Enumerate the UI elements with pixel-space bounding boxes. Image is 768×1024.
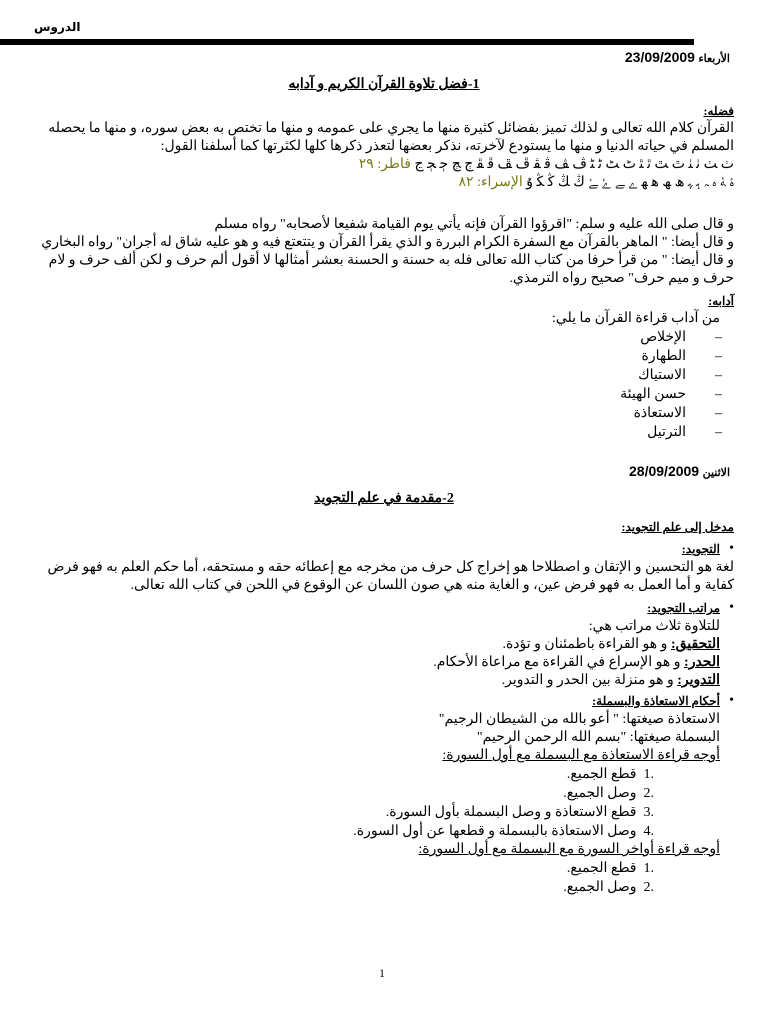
hadith-3: و قال أيضا: " من قرأ حرفا من كتاب الله تعالى فله به حسنة و الحسنة بعشر أمثالها لا أقول ألم حرف و لكن ألف حرف و لام حرف و ميم حرف" صحيح رواه الترمذي. <box>48 253 734 286</box>
adab-item: – الاستعاذة <box>633 406 722 421</box>
tahqiq-text: و هو القراءة باطمئنان و تؤدة. <box>502 637 668 652</box>
document-body <box>34 44 734 897</box>
bullet-marker: • <box>729 541 734 556</box>
hadith-1: و قال صلى الله عليه و سلم: "اقرؤوا القرآن فإنه يأتي يوم القيامة شفيعا لأصحابه" رواه مسلم <box>214 217 734 232</box>
adab-item: – الإخلاص <box>640 330 722 345</box>
adab-item: – الطهارة <box>641 349 722 364</box>
page-number: 1 <box>379 966 385 980</box>
quran-verse-1-text: ﭞ ﭟ ﭠ ﭡ ﭢ ﭣ ﭤ ﭥ ﭦ ﭧ ﭨ ﭩ ﭪ ﭫ ﭬ ﭭ ﭮ ﭯ ﭰ ﭱ ﭲ ﭳ ﭴ ﭵ ﭶ <box>414 157 734 172</box>
lesson1-day: الأربعاء <box>698 53 730 65</box>
tahqiq-label: التحقيق: <box>670 637 720 652</box>
lesson1-date-line <box>34 48 734 68</box>
ahkam-heading-line <box>34 692 734 711</box>
ahkam-heading: أحكام الاستعاذة والبسملة: <box>592 694 720 708</box>
tajweed-heading-line <box>34 540 734 559</box>
maratib-tadweer <box>34 672 734 690</box>
wujuh1-item: 2. وصل الجميع. <box>563 786 654 801</box>
adab-item: – الترتيل <box>647 425 722 440</box>
maratib-heading-line <box>34 599 734 618</box>
adab-item: – الاستياك <box>638 368 722 383</box>
wujuh1-item: 4. وصل الاستعاذة بالبسملة و قطعها عن أول السورة. <box>353 824 654 839</box>
quran-verse-1 <box>34 156 734 174</box>
wujuh2-item: 2. وصل الجميع. <box>563 880 654 895</box>
adab-list <box>34 328 734 442</box>
quran-verse-2-text: ﮤ ﮥ ﮦ ﮧ ﮨ ﮩ ﮪ ﮫ ﮬ ﮭ ﮮ ﮯ ﮰ ﮱ ﯓ ﯔ ﯕ ﯖ ﯗ <box>526 175 734 190</box>
adab-intro: من آداب قراءة القرآن ما يلي: <box>551 311 720 326</box>
istiadha-formula: الاستعاذة صيغتها: " أعو بالله من الشيطان الرجيم" <box>438 712 720 727</box>
adab-item: – حسن الهيئة <box>620 387 722 402</box>
dash-marker: – <box>715 330 722 345</box>
maratib-intro: للتلاوة ثلاث مراتب هي: <box>588 619 720 634</box>
lesson2-title: 2-مقدمة في علم التجويد <box>314 491 454 506</box>
lesson2-day: الاثنين <box>702 467 730 479</box>
quran-verse-2-ref: الإسراء: ٨٢ <box>458 175 523 190</box>
fadl-heading: فضله: <box>703 104 734 118</box>
lesson2-date: 28/09/2009 <box>629 463 700 479</box>
dash-marker: – <box>715 349 722 364</box>
hadr-label: الحدر: <box>684 655 720 670</box>
header-title: الدروس <box>34 20 81 34</box>
maratib-heading: مراتب التجويد: <box>647 601 720 615</box>
quran-verse-2 <box>34 174 734 192</box>
dash-marker: – <box>715 406 722 421</box>
tajweed-definition: لغة هو التحسين و الإتقان و اصطلاحا هو إخراج كل حرف من مخرجه مع إعطائه حقه و مستحقه، أما حكم العلم به فهو فرض كفاية و أما العمل به فهو فرض عين، و الغاية منه هي صون اللسان عن الوقوع في اللحن في كتاب الله تعالى. <box>47 560 734 593</box>
dash-marker: – <box>715 425 722 440</box>
hadr-text: و هو الإسراع في القراءة مع مراعاة الأحكام. <box>433 655 681 670</box>
fadl-paragraph: القرآن كلام الله تعالى و لذلك تميز بفضائل كثيرة منها ما يجري على عمومه و منها ما تختص به بعض سوره، و منها ما يحصله المسلم في حياته الدنيا و منها ما يستودع لآخرته، نذكر بعضها لتعذر ذكرها كلها لكثرتها كما أسلفنا القول: <box>48 121 734 154</box>
wujuh2-heading: أوجه قراءة أواخر السورة مع البسملة مع أول السورة: <box>418 842 720 857</box>
adab-heading: آدابه: <box>708 294 734 308</box>
wujuh1-item: 1. قطع الجميع. <box>566 767 654 782</box>
madkhal-heading: مدخل إلى علم التجويد: <box>621 520 734 534</box>
dash-marker: – <box>715 368 722 383</box>
dash-marker: – <box>715 387 722 402</box>
lesson2-date-line <box>34 462 734 482</box>
quran-verse-1-ref: فاطر: ٢٩ <box>358 157 411 172</box>
lesson1-date: 23/09/2009 <box>624 49 695 65</box>
maratib-tahqiq <box>34 636 734 654</box>
bullet-marker: • <box>729 600 734 615</box>
tadweer-label: التدوير: <box>677 673 720 688</box>
lesson1-title: 1-فضل تلاوة القرآن الكريم و آدابه <box>288 77 480 92</box>
wujuh1-heading: أوجه قراءة الاستعاذة مع البسملة مع أول السورة: <box>442 748 720 763</box>
maratib-hadr <box>34 654 734 672</box>
wujuh2-list <box>34 859 734 897</box>
basmala-formula: البسملة صيغتها: "بسم الله الرحمن الرحيم" <box>476 730 720 745</box>
tadweer-text: و هو منزلة بين الحدر و التدوير. <box>501 673 674 688</box>
tajweed-heading: التجويد: <box>681 542 720 556</box>
bullet-marker: • <box>729 693 734 708</box>
hadith-2: و قال أيضا: " الماهر بالقرآن مع السفرة الكرام البررة و الذي يقرأ القرآن و يتتعتع فيه و هو عليه شاق له أجران" رواه البخاري <box>41 235 734 250</box>
wujuh1-item: 3. قطع الاستعاذة و وصل البسملة بأول السورة. <box>385 805 654 820</box>
wujuh2-item: 1. قطع الجميع. <box>566 861 654 876</box>
wujuh1-list <box>34 765 734 841</box>
